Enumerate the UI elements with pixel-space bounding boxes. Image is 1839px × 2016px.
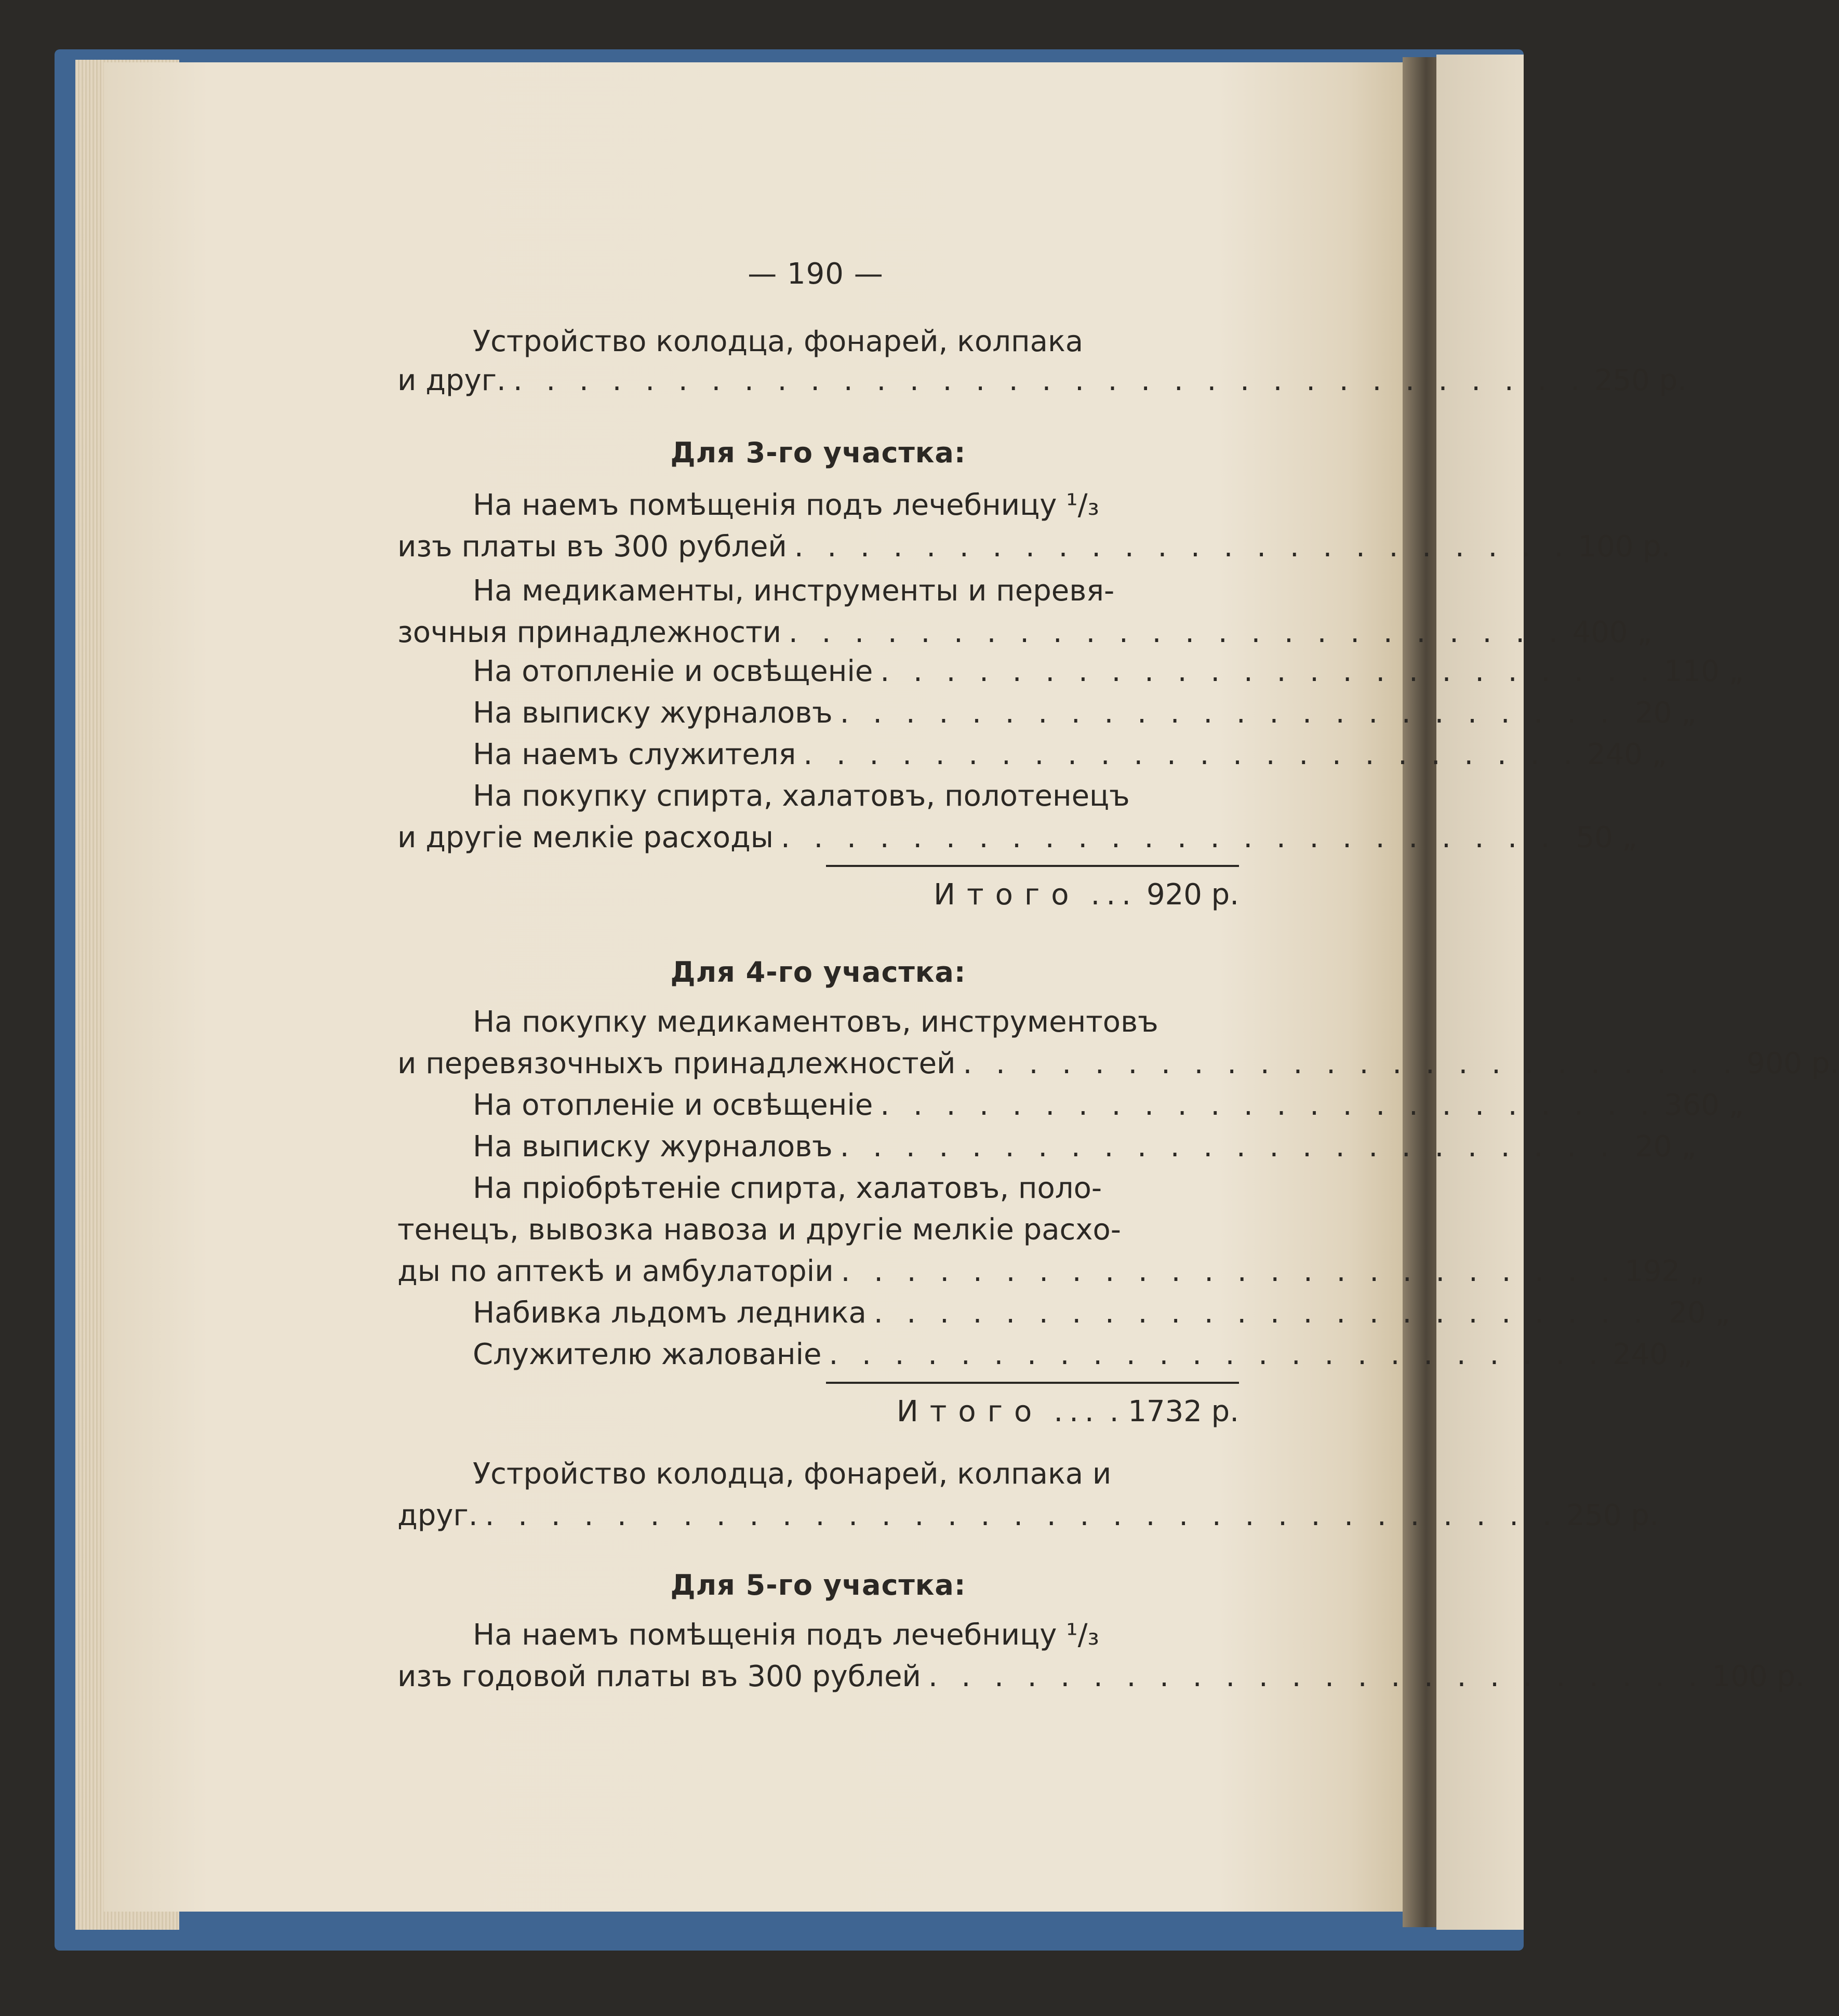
text-line — [473, 1457, 1239, 1499]
total-amount: . 1732 р. — [1109, 1395, 1239, 1428]
text-line — [397, 1047, 1839, 1088]
leader-dots: . . . . . . . . . . . . . . . . . . . . . . . . — [880, 655, 1657, 688]
line-text: На наемъ помѣщенія подъ лечебницу ¹/₃ — [473, 1618, 1099, 1652]
text-line — [473, 488, 1239, 530]
line-text: тенецъ, вывозка навоза и другіе мелкіе расхо- — [397, 1213, 1121, 1247]
page-number: — 190 — — [748, 257, 884, 291]
amount: 400 „ — [1572, 616, 1653, 649]
text-line — [473, 655, 1744, 696]
leader-dots: . . . . . . . . . . . . . . . . . . . . . . . . — [780, 821, 1557, 855]
leader-dots: . . . . . . . . . . . . . . . . . . . . . . . . — [963, 1047, 1740, 1080]
section-heading: Для 4-го участка: — [670, 956, 966, 989]
line-text: и другіе мелкіе расходы — [397, 821, 774, 855]
amount: 110 „ — [1664, 655, 1744, 688]
sum-rule — [826, 865, 1239, 867]
line-text: На пріобрѣтеніе спирта, халатовъ, поло- — [473, 1171, 1102, 1205]
line-text: На наемъ служителя — [473, 738, 796, 771]
text-line — [397, 1660, 1805, 1701]
amount: 100 р. — [1578, 530, 1671, 564]
leader-dots: . . . . . . . . . . . . . . . . . . . . . . . . — [928, 1660, 1705, 1693]
leader-dots: . . . . . . . . . . . . . . . . . . . . . . . . — [829, 1338, 1606, 1371]
total-label: Итого — [934, 878, 1081, 912]
text-line — [397, 1213, 1239, 1254]
text-line — [473, 1296, 1730, 1338]
amount: 192 „ — [1624, 1254, 1704, 1288]
amount: 100 р. — [1712, 1660, 1805, 1693]
amount: 20 „ — [1635, 1130, 1697, 1164]
text-line — [473, 738, 1667, 779]
line-text: ды по аптекѣ и амбулаторіи — [397, 1254, 834, 1288]
total-amount: 920 р. — [1146, 878, 1239, 912]
text-line — [473, 696, 1697, 738]
text-line — [473, 1171, 1239, 1213]
line-text: На отопленіе и освѣщеніе — [473, 655, 873, 688]
line-text: На наемъ помѣщенія подъ лечебницу ¹/₃ — [473, 488, 1099, 522]
leader-dots: . . . . . . . . . . . . . . . . . . . . . . . . — [794, 530, 1571, 564]
line-text: Устройство колодца, фонарей, колпака — [473, 325, 1084, 358]
total-line — [397, 1395, 1239, 1436]
total-dots: ... — [1054, 1395, 1100, 1428]
leader-dots: . . . . . . . . . . . . . . . . . . . . . . . . — [841, 1254, 1618, 1288]
line-text: На покупку спирта, халатовъ, полотенецъ — [473, 779, 1130, 813]
leader-dots: . . . . . . . . . . . . . . . . . . . . . . . . — [803, 738, 1580, 771]
leader-dots: . . . . . . . . . . . . . . . . . . . . . . . . — [839, 1130, 1617, 1164]
leader-dots: . . . . . . . . . . . . . . . . . . . . . . . . — [873, 1296, 1650, 1330]
text-line — [473, 1338, 1693, 1379]
section-heading: Для 5-го участка: — [670, 1569, 966, 1601]
section-heading: Для 3-го участка: — [670, 436, 966, 469]
text-line — [473, 1088, 1744, 1130]
amount: 360 „ — [1664, 1088, 1744, 1122]
text-line — [397, 616, 1653, 657]
line-text: Набивка льдомъ ледника — [473, 1296, 867, 1330]
line-text: зочныя принадлежности — [397, 616, 782, 649]
sum-rule — [826, 1382, 1239, 1384]
amount: 20 „ — [1635, 696, 1697, 730]
amount: 240 „ — [1613, 1338, 1693, 1371]
line-text: На выписку журналовъ — [473, 696, 833, 730]
text-line — [397, 821, 1637, 862]
total-line — [397, 878, 1239, 919]
line-text: Служителю жалованіе — [473, 1338, 822, 1371]
amount: 240 „ — [1587, 738, 1667, 771]
text-line — [473, 1130, 1697, 1171]
total-label: Итого — [896, 1395, 1044, 1428]
line-text: изъ платы въ 300 рублей — [397, 530, 787, 564]
text-line — [397, 364, 1687, 405]
text-line — [397, 530, 1671, 571]
text-line — [473, 574, 1239, 616]
text-line — [473, 1618, 1239, 1660]
leader-dots: . . . . . . . . . . . . . . . . . . . . . . . . . . . . . . . . . — [485, 1499, 1559, 1532]
line-text: и перевязочныхъ принадлежностей — [397, 1047, 956, 1080]
text-line — [473, 1005, 1239, 1047]
text-line — [473, 779, 1239, 821]
amount: 50 „ — [1576, 821, 1637, 855]
line-text: На покупку медикаментовъ, инструментовъ — [473, 1005, 1158, 1039]
text-line — [473, 325, 1239, 366]
line-text: На медикаменты, инструменты и перевя- — [473, 574, 1115, 608]
line-text: На выписку журналовъ — [473, 1130, 833, 1164]
leader-dots: . . . . . . . . . . . . . . . . . . . . . . . . — [789, 616, 1565, 649]
text-line — [397, 1499, 1659, 1540]
line-text: изъ годовой платы въ 300 рублей — [397, 1660, 921, 1693]
leader-dots: . . . . . . . . . . . . . . . . . . . . . . . . — [880, 1088, 1657, 1122]
line-text: На отопленіе и освѣщеніе — [473, 1088, 873, 1122]
leader-dots: . . . . . . . . . . . . . . . . . . . . . . . . — [839, 696, 1617, 730]
leader-dots: . . . . . . . . . . . . . . . . . . . . . . . . . . . . . . . . . — [513, 364, 1587, 397]
line-text: друг. — [397, 1499, 478, 1532]
amount: 250 р. — [1566, 1499, 1659, 1532]
amount: 250 р. — [1594, 364, 1687, 397]
line-text: и друг. — [397, 364, 506, 397]
total-dots: ... — [1090, 878, 1137, 912]
amount: 900 р. — [1747, 1047, 1839, 1080]
line-text: Устройство колодца, фонарей, колпака и — [473, 1457, 1112, 1491]
amount: 20 „ — [1669, 1296, 1730, 1330]
text-line — [397, 1254, 1704, 1296]
